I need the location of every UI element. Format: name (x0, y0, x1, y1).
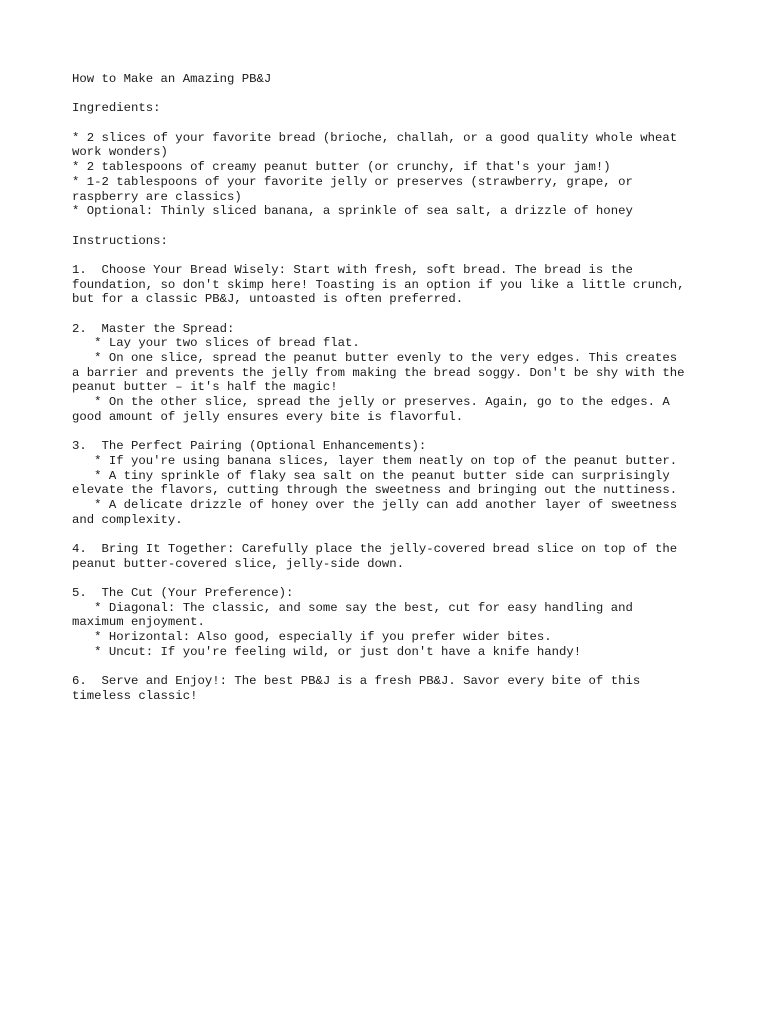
spacer (72, 87, 712, 102)
document-page (72, 72, 712, 704)
document-title: How to Make an Amazing PB&J (72, 72, 272, 86)
spacer (72, 527, 712, 542)
ingredient-item (72, 160, 712, 175)
step-line: foundation, so don't skimp here! Toasting is an option if you like a little crunch, (72, 277, 685, 292)
step-line: * A delicate drizzle of honey over the jelly can add another layer of sweetness (72, 497, 678, 512)
step-line: 3. The Perfect Pairing (Optional Enhancements): (72, 439, 427, 454)
ingredient-line: * Optional: Thinly sliced banana, a sprinkle of sea salt, a drizzle of honey (72, 204, 633, 219)
step-line: * Diagonal: The classic, and some say the best, cut for easy handling and (72, 600, 633, 615)
ingredients-list (72, 131, 712, 219)
ingredient-line: * 1-2 tablespoons of your favorite jelly or preserves (strawberry, grape, or (72, 174, 633, 189)
step-line: timeless classic! (72, 688, 198, 703)
step-line: 4. Bring It Together: Carefully place the jelly-covered bread slice on top of the (72, 542, 678, 556)
step-line: and complexity. (72, 512, 183, 527)
ingredient-line: raspberry are classics) (72, 189, 242, 204)
spacer (72, 307, 712, 322)
instruction-steps (72, 263, 712, 704)
step-line: peanut butter – it's half the magic! (72, 380, 338, 395)
ingredient-item (72, 175, 712, 204)
spacer (72, 219, 712, 234)
step-line: peanut butter-covered slice, jelly-side down. (72, 556, 405, 571)
instruction-step (72, 439, 712, 527)
step-line: 2. Master the Spread: (72, 321, 235, 336)
step-line: 6. Serve and Enjoy!: The best PB&J is a fresh PB&J. Savor every bite of this (72, 674, 641, 689)
step-line: 1. Choose Your Bread Wisely: Start with fresh, soft bread. The bread is the (72, 262, 633, 277)
ingredients-heading: Ingredients: (72, 101, 161, 116)
ingredient-item (72, 204, 712, 219)
step-line: * If you're using banana slices, layer them neatly on top of the peanut butter. (72, 453, 678, 468)
step-line: elevate the flavors, cutting through the sweetness and bringing out the nuttiness. (72, 483, 678, 498)
step-line: * Horizontal: Also good, especially if you prefer wider bites. (72, 630, 552, 645)
step-line: * Lay your two slices of bread flat. (72, 336, 360, 351)
spacer (72, 116, 712, 131)
spacer (72, 571, 712, 586)
instruction-step (72, 586, 712, 659)
ingredient-line: * 2 tablespoons of creamy peanut butter (or crunchy, if that's your jam!) (72, 160, 611, 175)
instruction-step (72, 263, 712, 307)
instruction-step (72, 674, 712, 703)
step-line: * On one slice, spread the peanut butter evenly to the very edges. This creates (72, 351, 678, 366)
ingredient-line: * 2 slices of your favorite bread (brioche, challah, or a good quality whole wheat (72, 130, 678, 145)
step-line: 5. The Cut (Your Preference): (72, 586, 294, 601)
step-line: * On the other slice, spread the jelly or preserves. Again, go to the edges. A (72, 395, 670, 410)
step-line: * A tiny sprinkle of flaky sea salt on the peanut butter side can surprisingly (72, 468, 670, 483)
spacer (72, 248, 712, 263)
instructions-heading: Instructions: (72, 233, 168, 248)
ingredient-item (72, 131, 712, 160)
step-line: good amount of jelly ensures every bite is flavorful. (72, 409, 464, 424)
spacer (72, 425, 712, 440)
step-line: * Uncut: If you're feeling wild, or just don't have a knife handy! (72, 644, 582, 659)
step-line: maximum enjoyment. (72, 615, 205, 630)
instruction-step (72, 322, 712, 425)
step-line: a barrier and prevents the jelly from making the bread soggy. Don't be shy with the (72, 365, 685, 380)
instruction-step (72, 542, 712, 571)
spacer (72, 660, 712, 675)
step-line: but for a classic PB&J, untoasted is often preferred. (72, 292, 464, 307)
ingredient-line: work wonders) (72, 145, 168, 160)
